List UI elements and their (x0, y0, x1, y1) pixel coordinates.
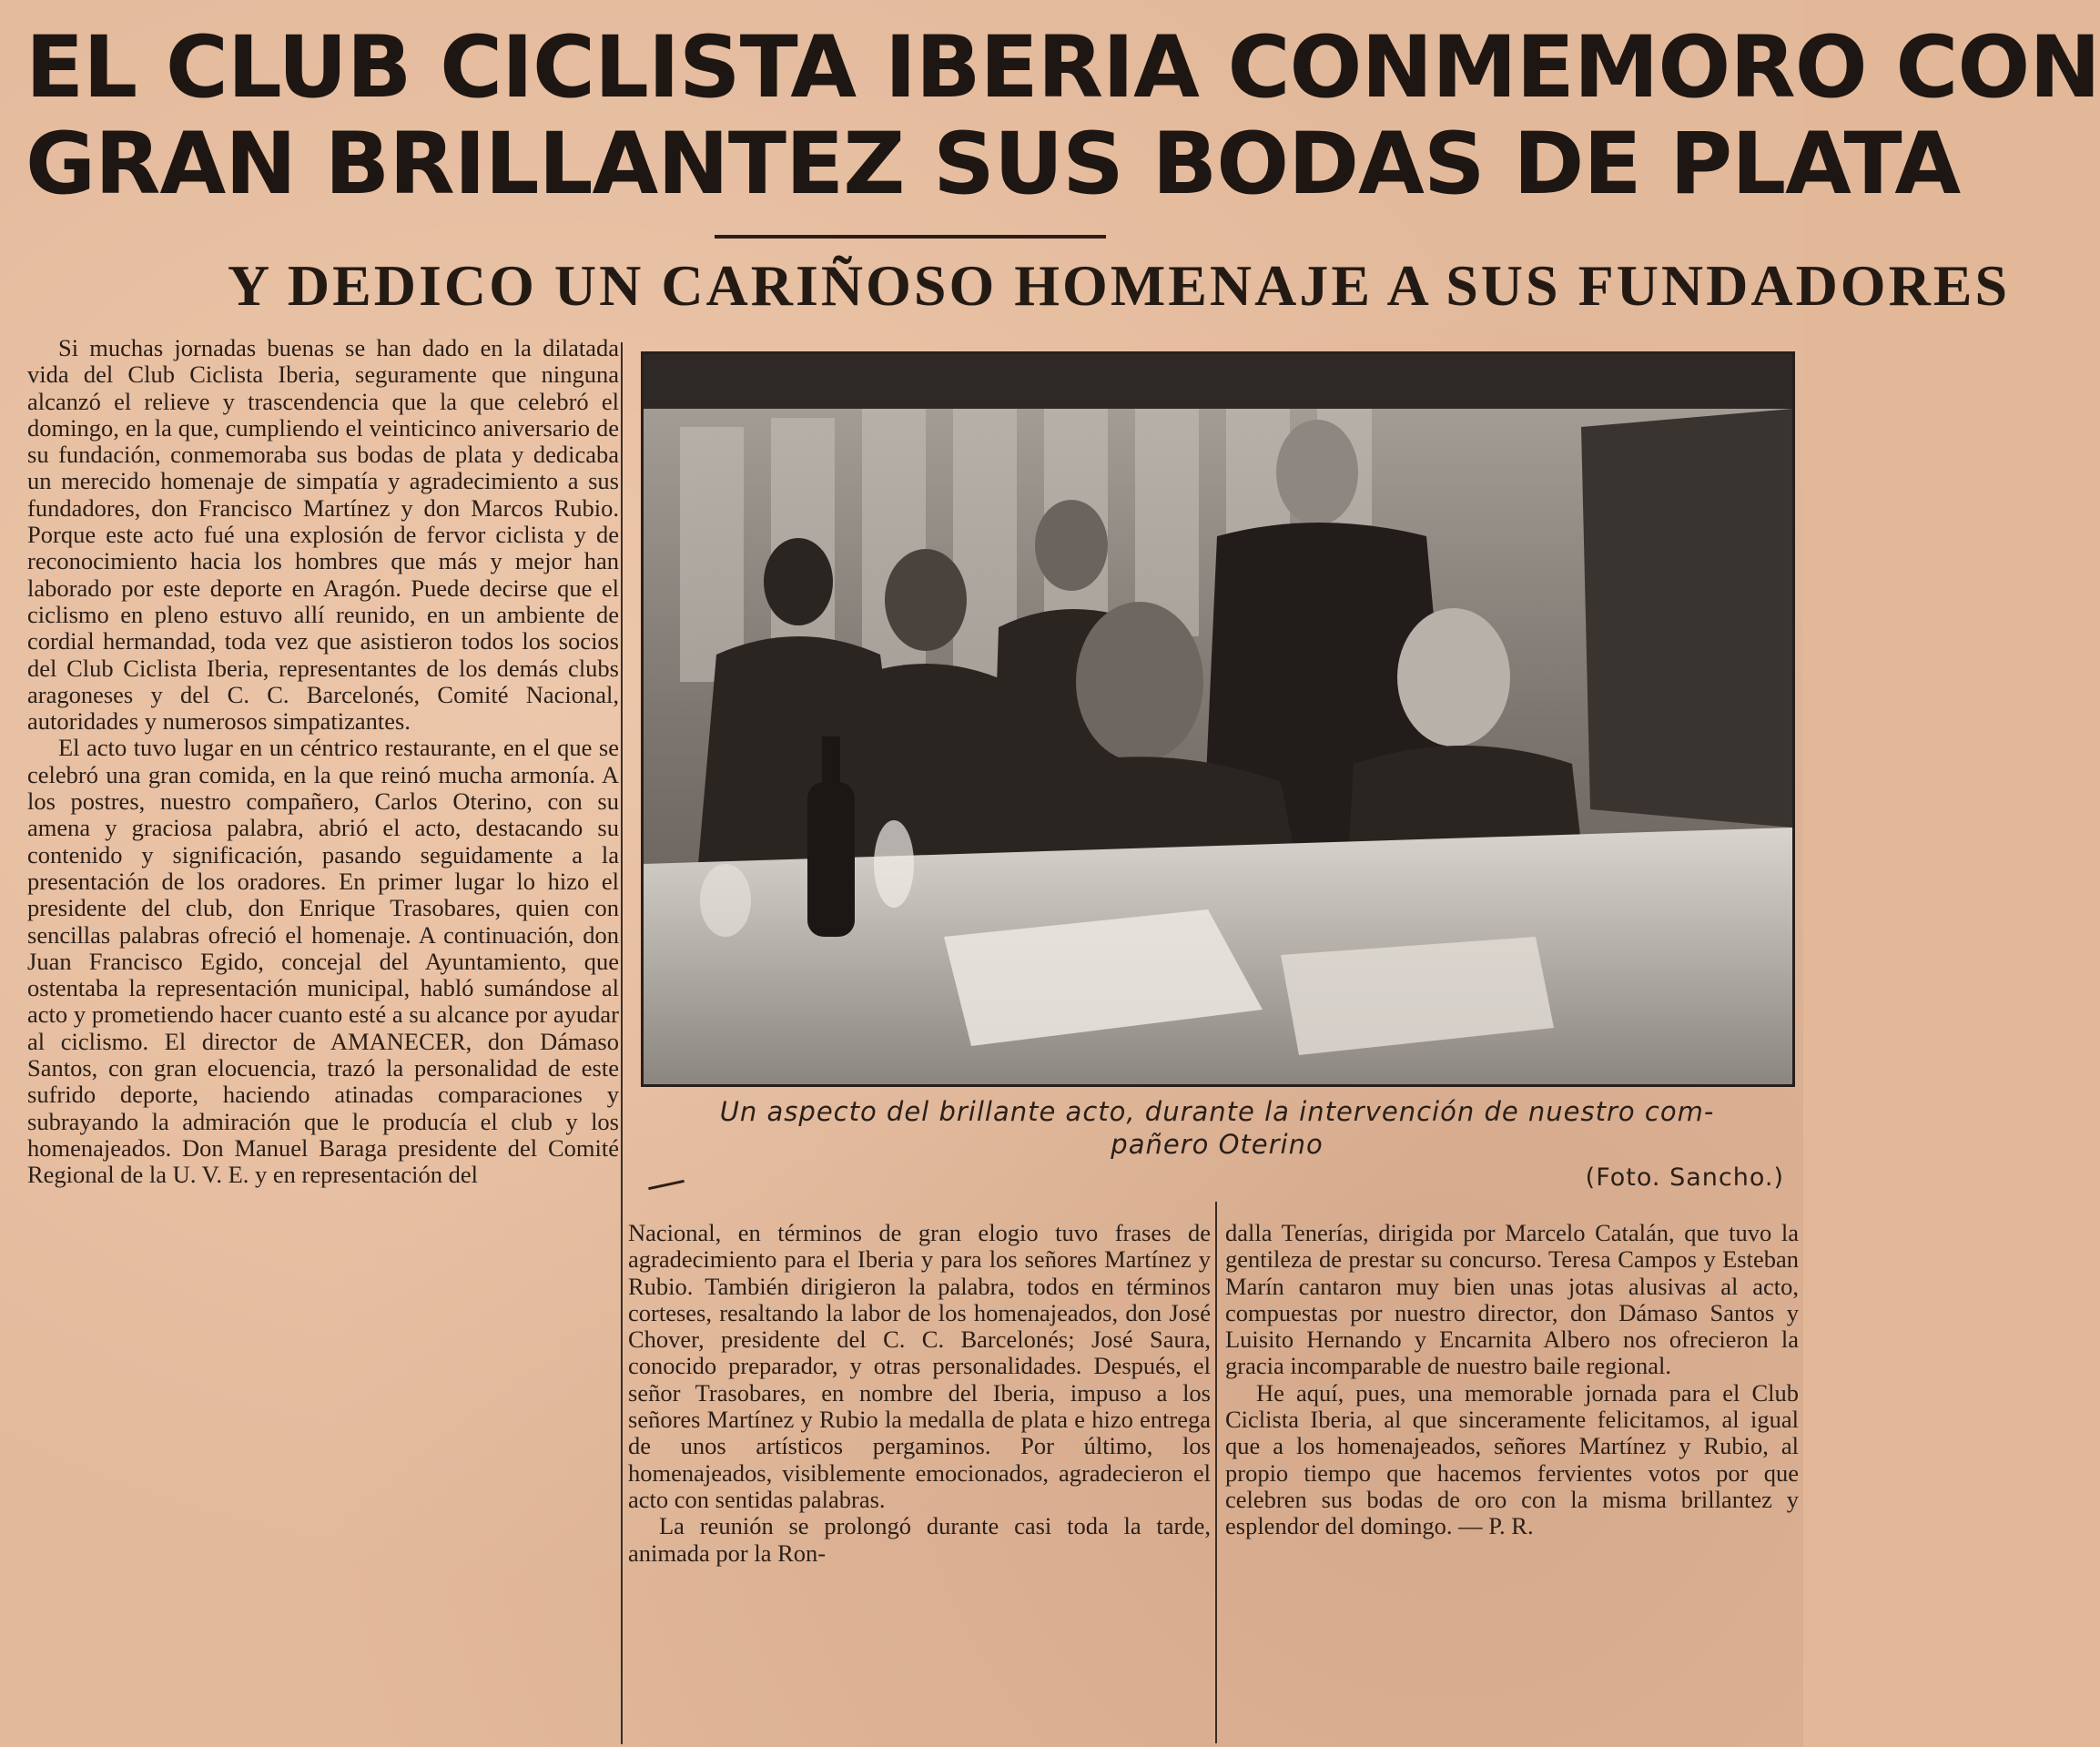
caption-mark (648, 1180, 685, 1190)
column-divider-right (1215, 1202, 1217, 1743)
headline-divider (715, 235, 1106, 239)
article-paragraph: Nacional, en términos de gran elogio tuvo frases de agradecimiento para el Iberia y para los señores Martínez y Rubio. También dirigieron la palabra, todos en términos corteses, resaltando la labor de los homenajeados, don José Chover, presidente del C. C. Barcelonés; José Saura, conocido preparador, y otras personalidades. Después, el señor Trasobares, en nombre del Iberia, impuso a los señores Martínez y Rubio la medalla de plata e hizo entrega de unos artísticos pergaminos. Por último, los homenajeados, visiblemente emocionados, agradecieron el acto con sentidas palabras. (628, 1219, 1211, 1513)
article-column-1 (27, 335, 619, 1189)
photo-credit: (Foto. Sancho.) (1585, 1163, 1784, 1192)
article-column-3 (1225, 1220, 1799, 1540)
article-paragraph: El acto tuvo lugar en un céntrico restaurante, en el que se celebró una gran comida, en la que reinó mucha armonía. A los postres, nuestro compañero, Carlos Oterino, con su amena y graciosa palabra, abrió el acto, destacando su contenido y significación, pasando seguidamente a la presentación de los oradores. En primer lugar lo hizo el presidente del club, don Enrique Trasobares, quien con sencillas palabras ofreció el homenaje. A continuación, don Juan Francisco Egido, concejal del Ayuntamiento, que ostentaba la representación municipal, habló sumándose al acto y prometiendo hacer cuanto esté a su alcance por ayudar al ciclismo. El director de AMANECER, don Dámaso Santos, con gran elocuencia, trazó la personalidad de este sufrido deporte, haciendo atinadas comparaciones y subrayando la admiración que le producía el club y los homenajeados. Don Manuel Baraga presidente del Comité Regional de la U. V. E. y en representación del (27, 734, 619, 1189)
photo-caption-line-1: Un aspecto del brillante acto, durante la intervención de nuestro com- (719, 1096, 1715, 1127)
headline-line-1: EL CLUB CICLISTA IBERIA CONMEMORO CON (25, 18, 2100, 117)
article-column-2 (628, 1220, 1211, 1567)
photograph-image (644, 354, 1792, 1084)
photo-caption-line-2: pañero Oterino (1111, 1129, 1324, 1160)
event-photograph (641, 351, 1795, 1087)
column-divider-left (621, 342, 623, 1744)
headline (25, 18, 2100, 214)
article-paragraph: La reunión se prolongó durante casi toda la tarde, animada por la Ron- (628, 1512, 1211, 1567)
headline-line-2: GRAN BRILLANTEZ SUS BODAS DE PLATA (25, 115, 1961, 214)
photo-caption (648, 1095, 1786, 1161)
article-paragraph: Si muchas jornadas buenas se han dado en la dilatada vida del Club Ciclista Iberia, seguramente que ninguna alcanzó el relieve y trascendencia que la que celebró el domingo, en la que, cumpliendo el veinticinco aniversario de su fundación, conmemoraba sus bodas de plata y dedicaba un merecido homenaje de simpatía y agradecimiento a sus fundadores, don Francisco Martínez y don Marcos Rubio. Porque este acto fué una explosión de fervor ciclista y de reconocimiento hacia los hombres que más y mejor han laborado por este deporte en Aragón. Puede decirse que el ciclismo en pleno estuvo allí reunido, en un ambiente de cordial hermandad, toda vez que asistieron todos los socios del Club Ciclista Iberia, representantes de los demás clubs aragoneses y del C. C. Barcelonés, Comité Nacional, autoridades y numerosos simpatizantes. (27, 334, 619, 736)
article-paragraph: He aquí, pues, una memorable jornada para el Club Ciclista Iberia, al que sinceramente felicitamos, al igual que a los homenajeados, señores Martínez y Rubio, al propio tiempo que hacemos fervientes votos por que celebren sus bodas de oro con la misma brillantez y esplendor del domingo. — P. R. (1225, 1378, 1799, 1540)
article-paragraph: dalla Tenerías, dirigida por Marcelo Catalán, que tuvo la gentileza de prestar su concurso. Teresa Campos y Esteban Marín cantaron muy bien unas jotas alusivas al acto, compuestas por nuestro director, don Dámaso Santos y Luisito Hernando y Encarnita Albero nos ofrecieron la gracia incomparable de nuestro baile regional. (1225, 1219, 1799, 1380)
subheadline: Y DEDICO UN CARIÑOSO HOMENAJE A SUS FUNDADORES (228, 253, 2011, 318)
